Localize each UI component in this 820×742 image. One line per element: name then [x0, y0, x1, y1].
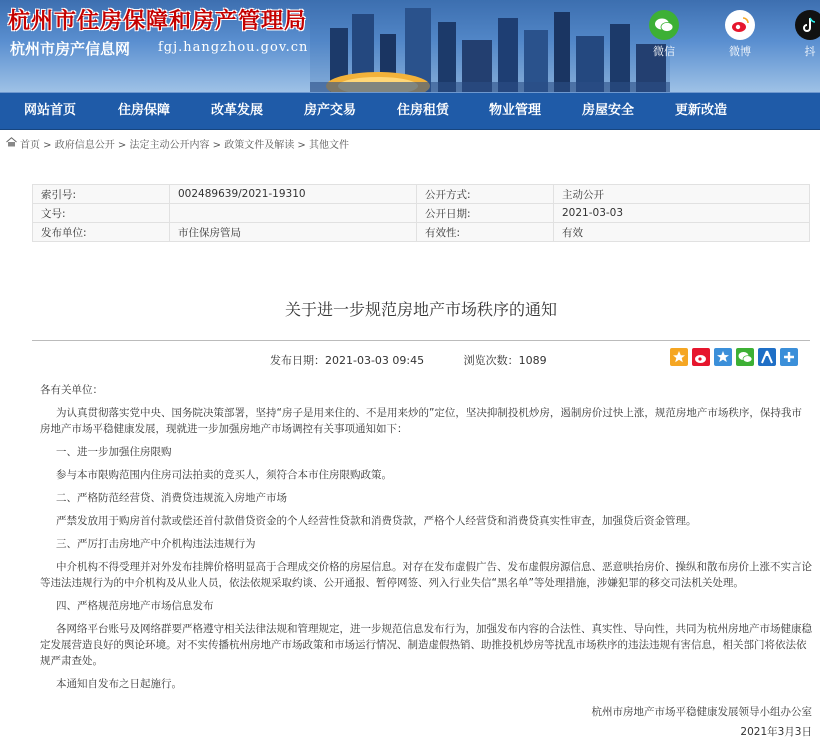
city-skyline-image — [310, 0, 670, 92]
section-paragraph: 中介机构不得受理并对外发布挂牌价格明显高于合理成交价格的房屋信息。对存在发布虚假广告、发布虚假房源信息、恶意哄抬房价、操纵和散布房价上涨不实言论等违法违规行为的中介机构及从业人员，依法依规采取约谈、公开通报、暂停网签、列入行业失信“黑名单”等处理措施，涉嫌犯罪的移交司法机关处理。 — [40, 561, 812, 589]
effective-statement: 本通知自发布之日起施行。 — [56, 678, 182, 690]
disclosure-label: 公开方式: — [417, 185, 554, 204]
weibo-icon — [725, 10, 755, 40]
douyin-link[interactable] — [790, 10, 820, 59]
signature: 杭州市房地产市场平稳健康发展领导小组办公室 — [591, 706, 812, 718]
breadcrumb-path[interactable]: 首页 > 政府信息公开 > 法定主动公开内容 > 政策文件及解读 > 其他文件 — [20, 140, 349, 151]
docno-value — [170, 204, 417, 223]
index-label: 索引号: — [33, 185, 170, 204]
nav-item-building-safety[interactable]: 房屋安全 — [582, 103, 635, 118]
share-bar — [670, 348, 802, 366]
main-nav — [0, 92, 820, 130]
renren-icon[interactable] — [758, 348, 776, 366]
douyin-label: 抖 — [804, 45, 816, 58]
header-banner — [0, 0, 820, 92]
date-label: 公开日期: — [417, 204, 554, 223]
issuer-label: 发布单位: — [33, 223, 170, 242]
wechat-link[interactable] — [640, 10, 688, 59]
table-row — [33, 185, 810, 204]
sign-date: 2021年3月3日 — [740, 726, 812, 738]
nav-item-home[interactable]: 网站首页 — [24, 103, 77, 118]
publish-info — [270, 352, 547, 368]
date-value: 2021-03-03 — [554, 204, 810, 223]
wechat-share-icon[interactable] — [736, 348, 754, 366]
issuer-value: 市住保房管局 — [170, 223, 417, 242]
article-body — [40, 382, 812, 699]
nav-item-housing-security[interactable]: 住房保障 — [118, 103, 171, 118]
weibo-link[interactable] — [716, 10, 764, 59]
site-url[interactable]: fgj.hangzhou.gov.cn — [158, 40, 309, 55]
site-subtitle: 杭州市房产信息网 — [10, 40, 131, 58]
weibo-share-icon[interactable] — [692, 348, 710, 366]
docno-label: 文号: — [33, 204, 170, 223]
section-paragraph: 严禁发放用于购房首付款或偿还首付款借贷资金的个人经营性贷款和消费贷款，严格个人经营贷和消费贷真实性审查，加强贷后资金管理。 — [56, 515, 697, 527]
publish-time: 发布日期：2021-03-03 09:45 — [270, 354, 425, 367]
table-row — [33, 204, 810, 223]
index-value: 002489639/2021-19310 — [170, 185, 417, 204]
disclosure-value: 主动公开 — [554, 185, 810, 204]
section-paragraph: 各网络平台账号及网络群要严格遵守相关法律法规和管理规定，进一步规范信息发布行为，加强发布内容的合法性、真实性、导向性，共同为杭州房地产市场健康稳定发展营造良好的舆论环境。对不实传播杭州房地产市场政策和市场运行情况、制造虚假热销、助推投机炒房等扰乱市场秩序的违法违规有害信息，相关部门将依法依规严肃查处。 — [40, 623, 812, 667]
salutation: 各有关单位： — [40, 384, 103, 396]
nav-item-property-management[interactable]: 物业管理 — [489, 103, 542, 118]
nav-item-rental[interactable]: 住房租赁 — [397, 103, 450, 118]
qq-space-icon[interactable] — [714, 348, 732, 366]
section-heading: 四、严格规范房地产市场信息发布 — [56, 600, 214, 612]
wechat-icon — [649, 10, 679, 40]
nav-item-reform[interactable]: 改革发展 — [211, 103, 264, 118]
intro-paragraph: 为认真贯彻落实党中央、国务院决策部署，坚持“房子是用来住的、不是用来炒的”定位，坚决抑制投机炒房，遏制房价过快上涨，规范房地产市场秩序，保持我市房地产市场平稳健康发展，现就进一步加强房地产市场调控有关事项通知如下： — [40, 407, 802, 435]
table-row — [33, 223, 810, 242]
section-heading: 二、严格防范经营贷、消费贷违规流入房地产市场 — [56, 492, 287, 504]
section-heading: 三、严厉打击房地产中介机构违法违规行为 — [56, 538, 256, 550]
favorite-star-icon[interactable] — [670, 348, 688, 366]
section-heading: 一、进一步加强住房限购 — [56, 446, 172, 458]
more-share-icon[interactable] — [780, 348, 798, 366]
view-count: 浏览次数：1089 — [463, 354, 547, 367]
validity-label: 有效性: — [417, 223, 554, 242]
wechat-label: 微信 — [653, 45, 675, 58]
validity-value: 有效 — [554, 223, 810, 242]
douyin-icon — [795, 10, 820, 40]
title-divider — [32, 340, 810, 341]
nav-item-renewal[interactable]: 更新改造 — [675, 103, 728, 118]
weibo-label: 微博 — [729, 45, 751, 58]
breadcrumb — [0, 134, 820, 152]
nav-item-transactions[interactable]: 房产交易 — [304, 103, 357, 118]
site-title: 杭州市住房保障和房产管理局 — [8, 8, 308, 34]
home-icon[interactable] — [6, 137, 17, 147]
article-title: 关于进一步规范房地产市场秩序的通知 — [284, 300, 557, 319]
document-meta-table — [32, 184, 810, 242]
section-paragraph: 参与本市限购范围内住房司法拍卖的竞买人，须符合本市住房限购政策。 — [56, 469, 392, 481]
